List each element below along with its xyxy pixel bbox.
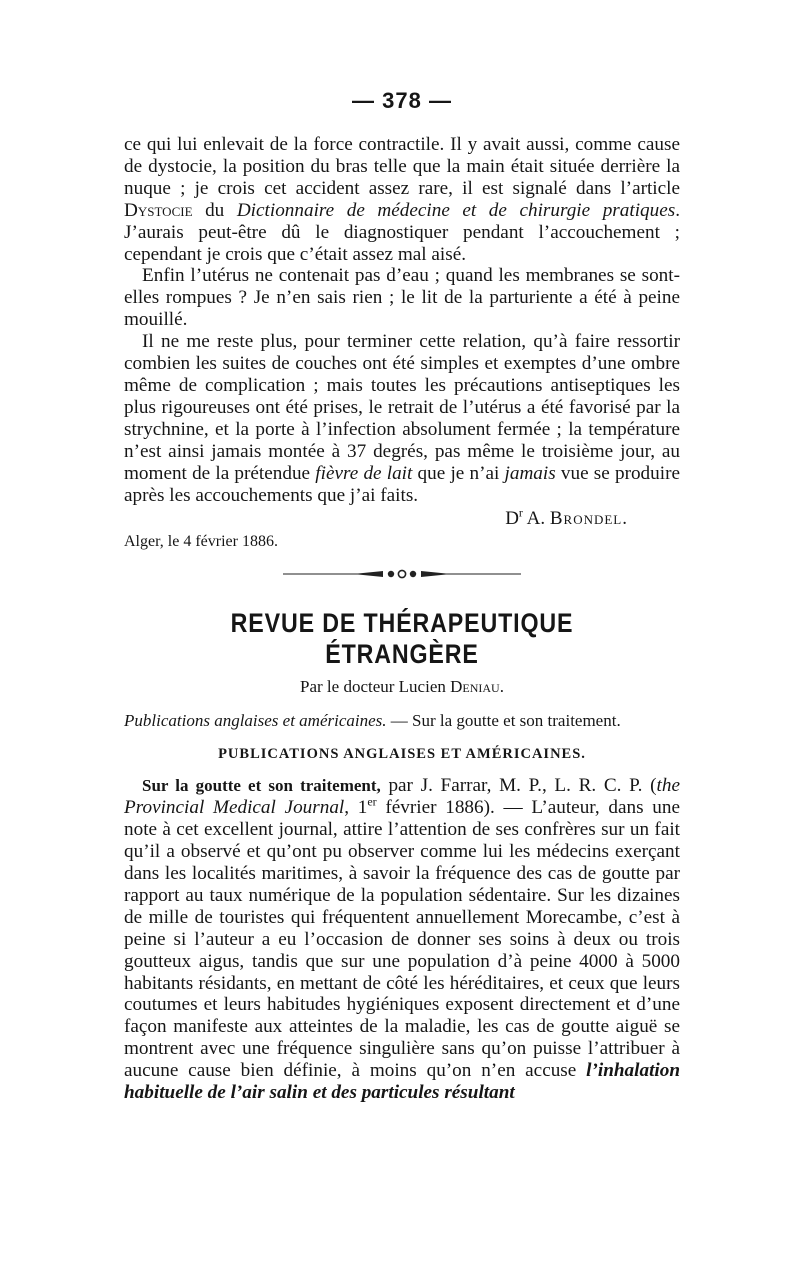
paragraph-3-italic-1: fièvre de lait (315, 462, 413, 484)
article-sup: er (367, 794, 377, 809)
article-italic-end: l’inhalation habituelle de l’air salin et des particules résultant (124, 1060, 680, 1104)
byline (124, 676, 680, 698)
paragraph-3-text-3: vue se produire après les accouchements que j’ai faits. (124, 462, 680, 506)
ornament-divider (283, 568, 521, 580)
summary-text: — Sur la goutte et son traitement. (386, 711, 621, 731)
article-text-3: février 1886). — L’auteur, dans une note à cet excellent journal, attire l’attention de ses confrères sur un fait qu’il a observé et qu’ont pu observer comme lui les médecins exerçant dans les localités maritimes, à savoir la fréquence des cas de goutte par rapport au taux numérique de la population sédentaire. Sur les dizaines de mille de touristes qui fréquentent annuellement Morecambe, c’est à peine si l’auteur a eu l’occasion de donner ses soins à deux ou trois goutteux aigus, tandis que sur une population d’à peine 4000 à 5000 habitants résidants, en mettant de côté les héréditaires, et ceux que leurs coutumes et leurs habitudes hygiéniques exposent directement et d’une façon manifeste aux atteintes de la maladie, les cas de goutte aiguë se montrent avec une fréquence singulière sans qu’on puisse l’attribuer à aucune cause bien définie, à moins qu’on n’en accuse (124, 797, 680, 1082)
byline-prefix: Par le docteur Lucien (300, 677, 451, 697)
paragraph-1-italic: Dictionnaire de médecine et de chirurgie pratiques (236, 199, 676, 221)
article-title: Sur la goutte et son traitement, (142, 776, 381, 796)
place-date: Alger, le 4 février 1886. (124, 533, 278, 551)
article-text-1: par J. Farrar, M. P., L. R. C. P. ( (380, 775, 657, 797)
byline-name: Deniau. (450, 677, 504, 697)
article-text-2: , 1 (344, 797, 368, 819)
section-title: REVUE DE THÉRAPEUTIQUE ÉTRANGÈRE (230, 608, 574, 670)
paragraph-1-text-1: ce qui lui enlevait de la force contractile. Il y avait aussi, comme cause de dystocie, la position du bras telle que la main était située derrière la nuque ; je crois cet accident assez rare, il est signalé dans l’article (124, 134, 680, 199)
article-paragraph (124, 775, 680, 1104)
paragraph-1-smallcaps: Dystocie (124, 199, 193, 221)
signature-initial: A. (522, 508, 550, 530)
paragraph-1-text-2: du (192, 199, 237, 221)
subsection-title: PUBLICATIONS ANGLAISES ET AMÉRICAINES. (218, 746, 586, 763)
summary-line (124, 710, 680, 732)
signature-name: Brondel. (549, 508, 628, 530)
paragraph-1-text-3: . J’aurais peut-être dû le diagnostiquer pendant l’accouchement ; cependant je crois que c’était assez mal aisé. (124, 199, 680, 265)
paragraph-3 (124, 331, 680, 506)
journal-name: the Provincial Medical Journal (124, 775, 680, 819)
paragraph-3-italic-2: jamais (504, 462, 556, 484)
signature-sup: r (518, 506, 523, 521)
page-number: — 378 — (352, 88, 452, 113)
paragraph-3-text-1: Il ne me reste plus, pour terminer cette relation, qu’à faire ressortir combien les suites de couches ont été simples et exemptes d’une ombre même de complication ; mais toutes les précautions antiseptiques les plus rigoureuses ont été prises, le retrait de l’utérus a été favorisé par la strychnine, et la porte à l’infection absolument fermée ; la température n’est ainsi jamais montée à 37 degrés, pas même le troisième jour, au moment de la prétendue (124, 331, 680, 484)
paragraph-1 (124, 134, 680, 265)
page (124, 88, 680, 1104)
summary-italic: Publications anglaises et américaines. (124, 711, 387, 731)
signature (124, 508, 628, 530)
signature-prefix: D (505, 508, 519, 530)
paragraph-3-text-2: que je n’ai (412, 462, 505, 484)
paragraph-2: Enfin l’utérus ne contenait pas d’eau ; quand les membranes se sont-elles rompues ? Je n’en sais rien ; le lit de la parturiente a été à peine mouillé. (124, 265, 680, 331)
